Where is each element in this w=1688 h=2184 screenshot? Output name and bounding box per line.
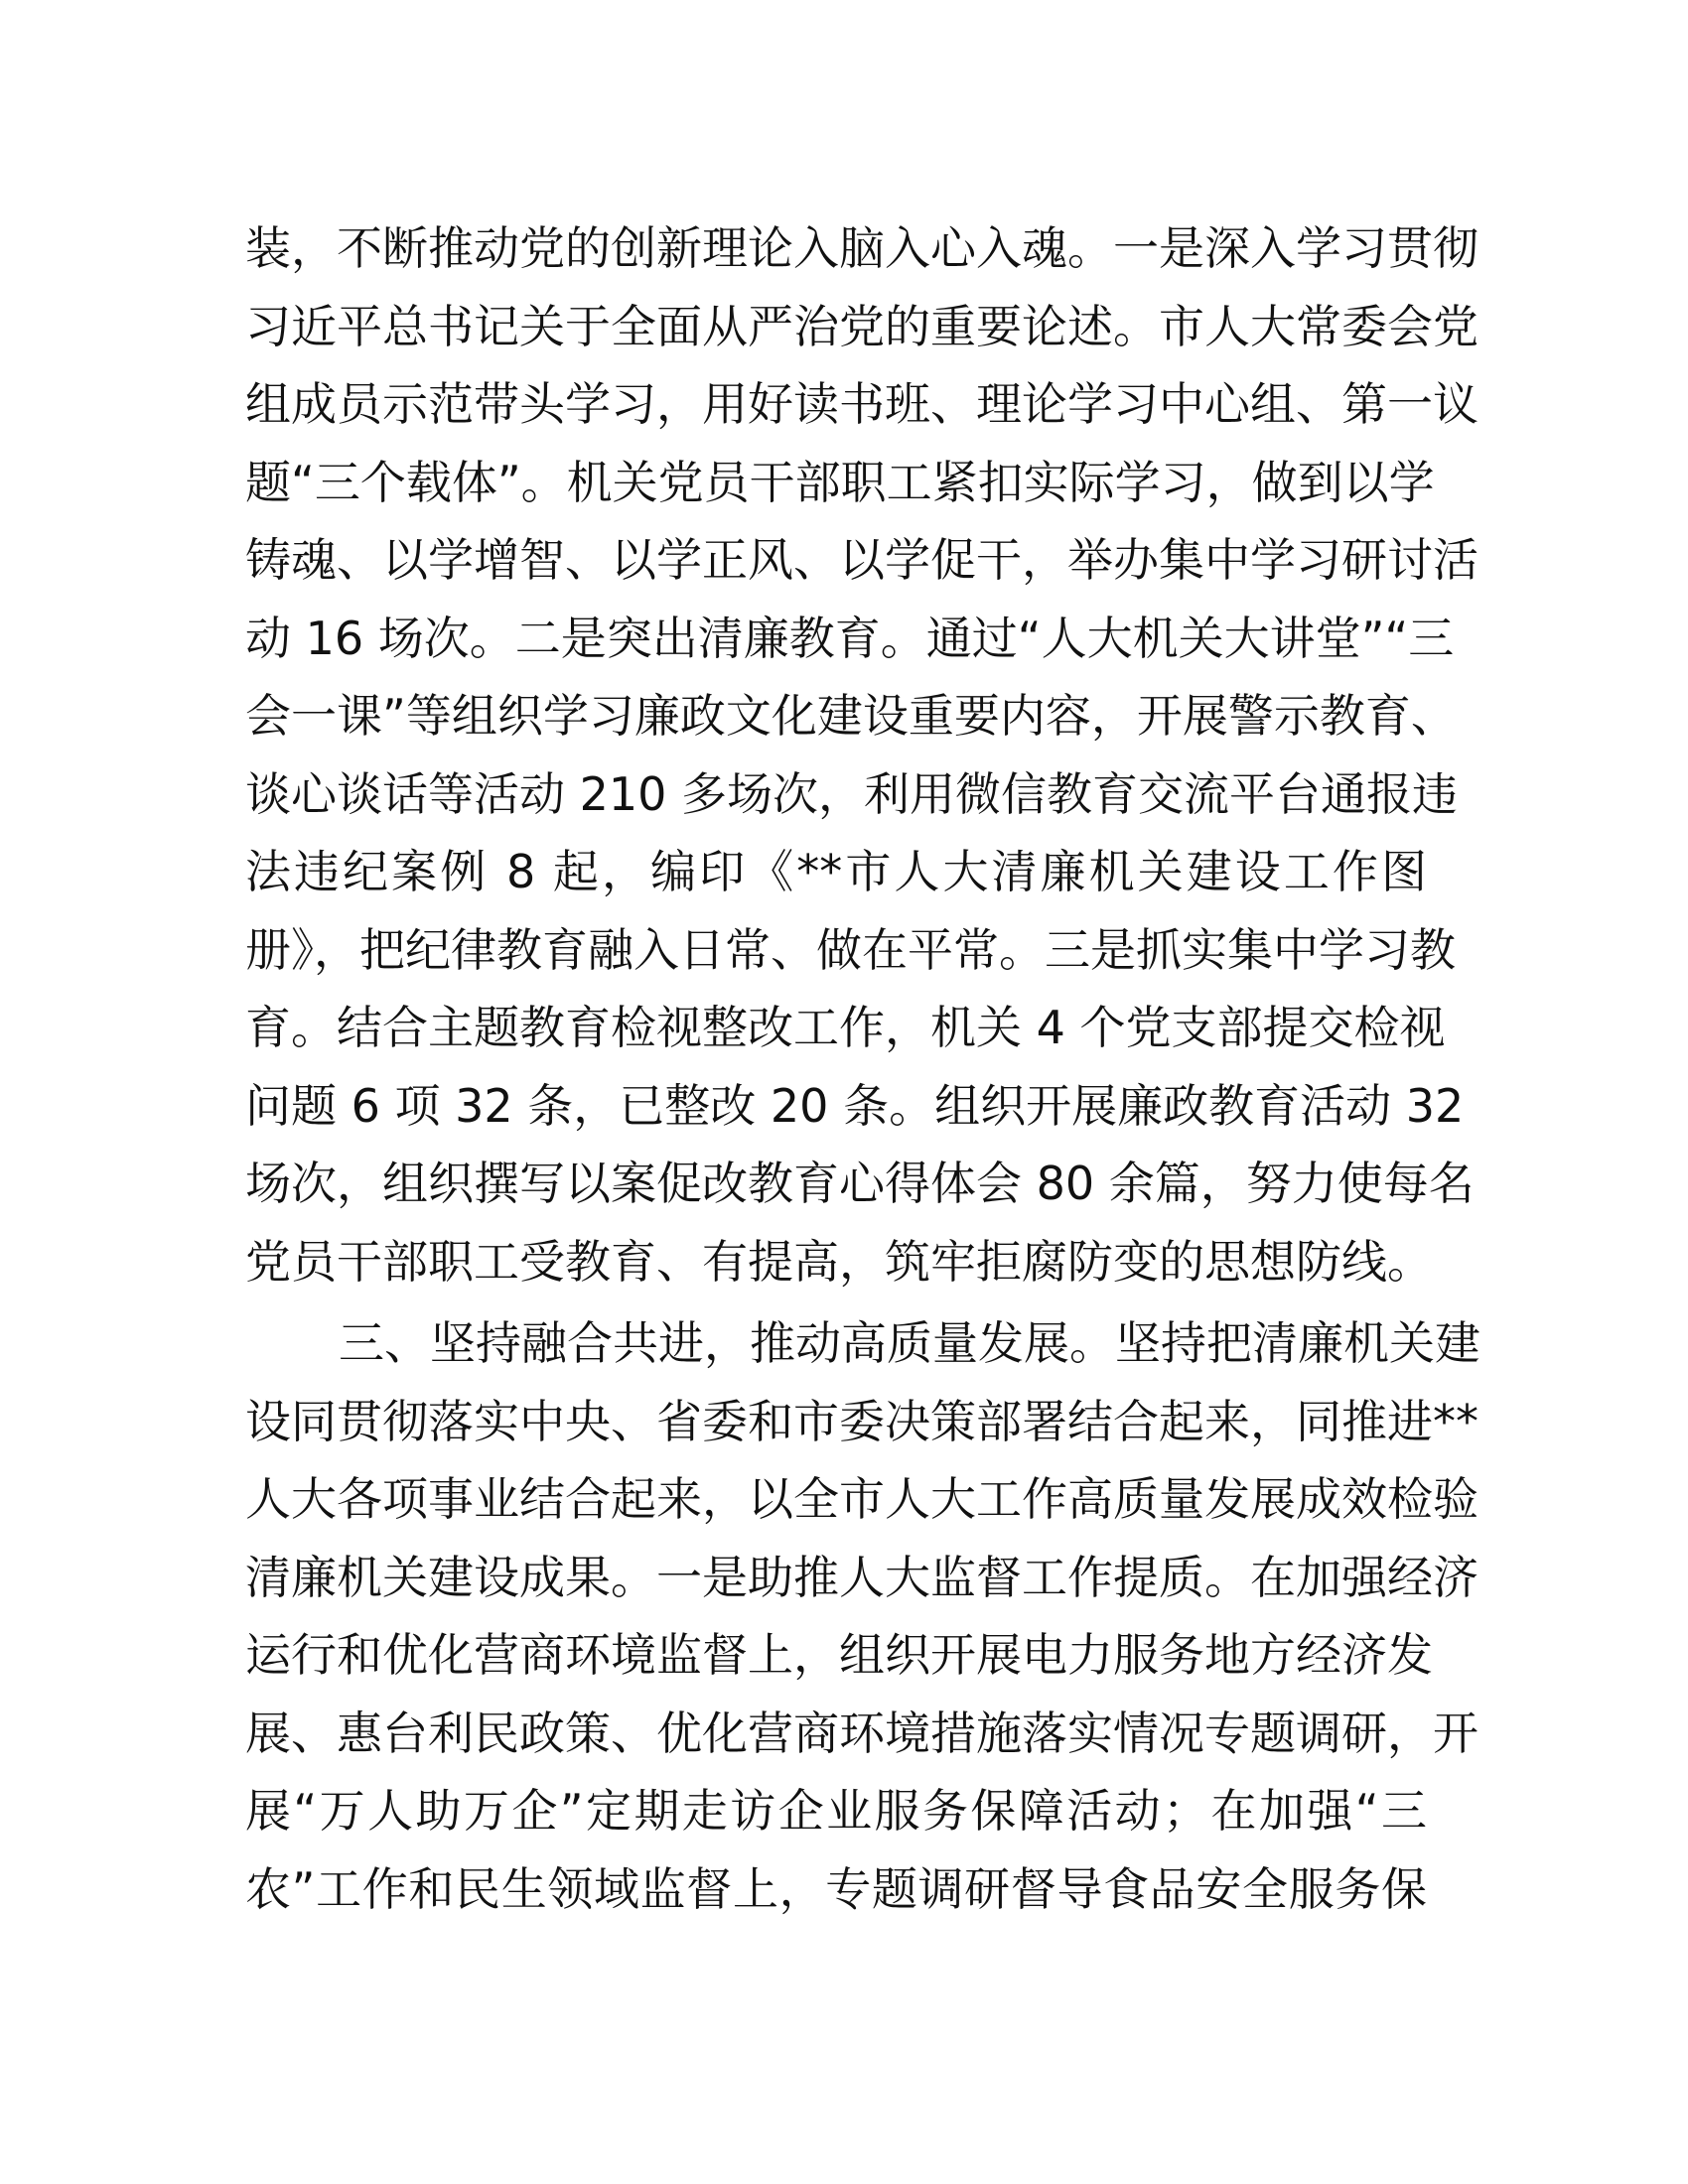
text-line: 设同贯彻落实中央、省委和市委决策部署结合起来，同推进** [245,1394,1478,1448]
section-heading-line: 三、坚持融合共进，推动高质量发展。坚持把清廉机关建 [339,1316,1480,1370]
text-line: 展“万人助万企”定期走访企业服务保障活动；在加强“三 [245,1784,1427,1838]
text-line: 册》，把纪律教育融入日常、做在平常。三是抓实集中学习教 [245,922,1456,977]
text-line: 育。结合主题教育检视整改工作，机关 4 个党支部提交检视 [245,1001,1446,1054]
text-line: 农”工作和民生领域监督上，专题调研督导食品安全服务保 [245,1861,1427,1916]
text-line: 习近平总书记关于全面从严治党的重要论述。市人大常委会党 [245,299,1478,353]
text-line: 题“三个载体”。机关党员干部职工紧扣实际学习，做到以学 [245,455,1435,509]
text-line: 动 16 场次。二是突出清廉教育。通过“人大机关大讲堂”“三 [245,611,1455,665]
text-line: 会一课”等组织学习廉政文化建设重要内容，开展警示教育、 [245,689,1457,743]
text-line: 人大各项事业结合起来，以全市人大工作高质量发展成效检验 [245,1472,1478,1526]
text-line: 运行和优化营商环境监督上，组织开展电力服务地方经济发 [245,1628,1433,1682]
text-line: 铸魂、以学增智、以学正风、以学促干，举办集中学习研讨活 [245,533,1478,587]
text-line: 清廉机关建设成果。一是助推人大监督工作提质。在加强经济 [245,1550,1478,1604]
text-line: 谈心谈话等活动 210 多场次，利用微信教育交流平台通报违 [245,766,1459,821]
text-line: 装，不断推动党的创新理论入脑入心入魂。一是深入学习贯彻 [245,221,1478,275]
text-line: 场次，组织撰写以案促改教育心得体会 80 余篇，努力使每名 [245,1157,1475,1210]
text-line: 法违纪案例 8 起，编印《**市人大清廉机关建设工作图 [245,845,1427,898]
text-line: 党员干部职工受教育、有提高，筑牢拒腐防变的思想防线。 [245,1234,1433,1289]
text-line: 展、惠台利民政策、优化营商环境措施落实情况专题调研，开 [245,1706,1478,1760]
paragraph-2 [245,1304,1480,1928]
text-line: 问题 6 项 32 条，已整改 20 条。组织开展廉政教育活动 32 [245,1078,1465,1133]
text-line: 组成员示范带头学习，用好读书班、理论学习中心组、第一议 [245,377,1478,431]
document-body [245,209,1480,1928]
paragraph-1 [245,209,1478,1300]
